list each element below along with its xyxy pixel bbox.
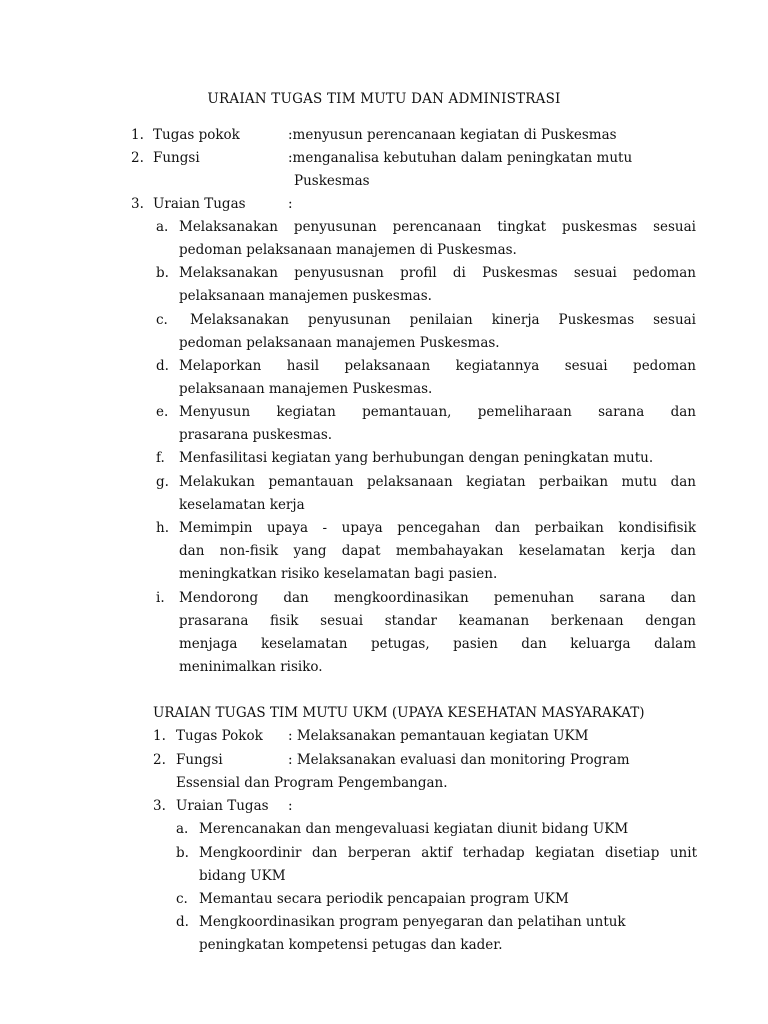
row-number: 3.: [131, 196, 144, 212]
row-value: :: [288, 196, 293, 212]
item-text: pelaksanaan manajemen puskesmas.: [179, 288, 432, 304]
item-letter: d.: [176, 914, 189, 930]
item-text: Melaksanakan penyusunan penilaian kinerja Puskesmas sesuai: [190, 312, 696, 328]
row-label: Tugas pokok: [153, 127, 240, 143]
row-label: Fungsi: [153, 150, 200, 166]
item-letter: b.: [156, 265, 169, 281]
item-letter: d.: [156, 358, 169, 374]
item-letter: g.: [156, 474, 169, 490]
item-text: peningkatan kompetensi petugas dan kader.: [199, 937, 503, 953]
item-text: Memimpin upaya - upaya pencegahan dan perbaikan kondisifisik: [179, 520, 696, 536]
item-text: pedoman pelaksanaan manajemen Puskesmas.: [179, 335, 500, 351]
section1-title: URAIAN TUGAS TIM MUTU DAN ADMINISTRASI: [207, 91, 561, 107]
item-text: Mengkoordinir dan berperan aktif terhadap kegiatan disetiap unit: [199, 845, 697, 861]
item-text: meningkatkan risiko keselamatan bagi pasien.: [179, 566, 498, 582]
row-label: Fungsi: [176, 752, 223, 768]
row-label: Tugas Pokok: [176, 728, 263, 744]
item-text: Merencanakan dan mengevaluasi kegiatan diunit bidang UKM: [199, 821, 629, 837]
row-value: : Melaksanakan pemantauan kegiatan UKM: [288, 728, 589, 744]
item-text: prasarana fisik sesuai standar keamanan berkenaan dengan: [179, 613, 696, 629]
row-number: 2.: [131, 150, 144, 166]
row-value: : Melaksanakan evaluasi dan monitoring Program: [288, 752, 630, 768]
item-letter: a.: [156, 219, 169, 235]
item-text: Melaksanakan penyususnan profil di Puskesmas sesuai pedoman: [179, 265, 696, 281]
row-label: Uraian Tugas: [176, 798, 269, 814]
item-text: bidang UKM: [199, 868, 286, 884]
item-letter: b.: [176, 845, 189, 861]
row-number: 1.: [131, 127, 144, 143]
item-letter: a.: [176, 821, 189, 837]
item-letter: i.: [156, 590, 165, 606]
item-text: pedoman pelaksanaan manajemen di Puskesmas.: [179, 242, 517, 258]
row-value: :menganalisa kebutuhan dalam peningkatan mutu: [288, 150, 633, 166]
item-text: dan non-fisik yang dapat membahayakan keselamatan kerja dan: [179, 543, 696, 559]
item-text: prasarana puskesmas.: [179, 427, 333, 443]
item-text: Mengkoordinasikan program penyegaran dan pelatihan untuk: [199, 914, 626, 930]
row-value: :: [288, 798, 293, 814]
row-label: Uraian Tugas: [153, 196, 246, 212]
item-letter: f.: [156, 450, 165, 466]
row-value-cont: Puskesmas: [294, 173, 370, 189]
item-letter: h.: [156, 520, 169, 536]
item-letter: c.: [156, 312, 168, 328]
item-text: menjaga keselamatan petugas, pasien dan keluarga dalam: [179, 636, 696, 652]
row-number: 1.: [153, 728, 166, 744]
item-text: Memantau secara periodik pencapaian program UKM: [199, 891, 569, 907]
row-value: :menyusun perencanaan kegiatan di Puskesmas: [288, 127, 617, 143]
item-text: keselamatan kerja: [179, 497, 305, 513]
item-text: Melaporkan hasil pelaksanaan kegiatannya sesuai pedoman: [179, 358, 696, 374]
item-text: Melakukan pemantauan pelaksanaan kegiatan perbaikan mutu dan: [179, 474, 696, 490]
item-letter: e.: [156, 404, 169, 420]
item-text: Mendorong dan mengkoordinasikan pemenuhan sarana dan: [179, 590, 696, 606]
item-text: meninimalkan risiko.: [179, 659, 323, 675]
row-value-cont: Essensial dan Program Pengembangan.: [176, 775, 448, 791]
row-number: 2.: [153, 752, 166, 768]
item-text: Menyusun kegiatan pemantauan, pemeliharaan sarana dan: [179, 404, 696, 420]
item-text: Melaksanakan penyusunan perencanaan tingkat puskesmas sesuai: [179, 219, 696, 235]
item-text: pelaksanaan manajemen Puskesmas.: [179, 381, 433, 397]
item-text: Menfasilitasi kegiatan yang berhubungan dengan peningkatan mutu.: [179, 450, 654, 466]
section2-title: URAIAN TUGAS TIM MUTU UKM (UPAYA KESEHATAN MASYARAKAT): [153, 705, 645, 721]
item-letter: c.: [176, 891, 188, 907]
row-number: 3.: [153, 798, 166, 814]
